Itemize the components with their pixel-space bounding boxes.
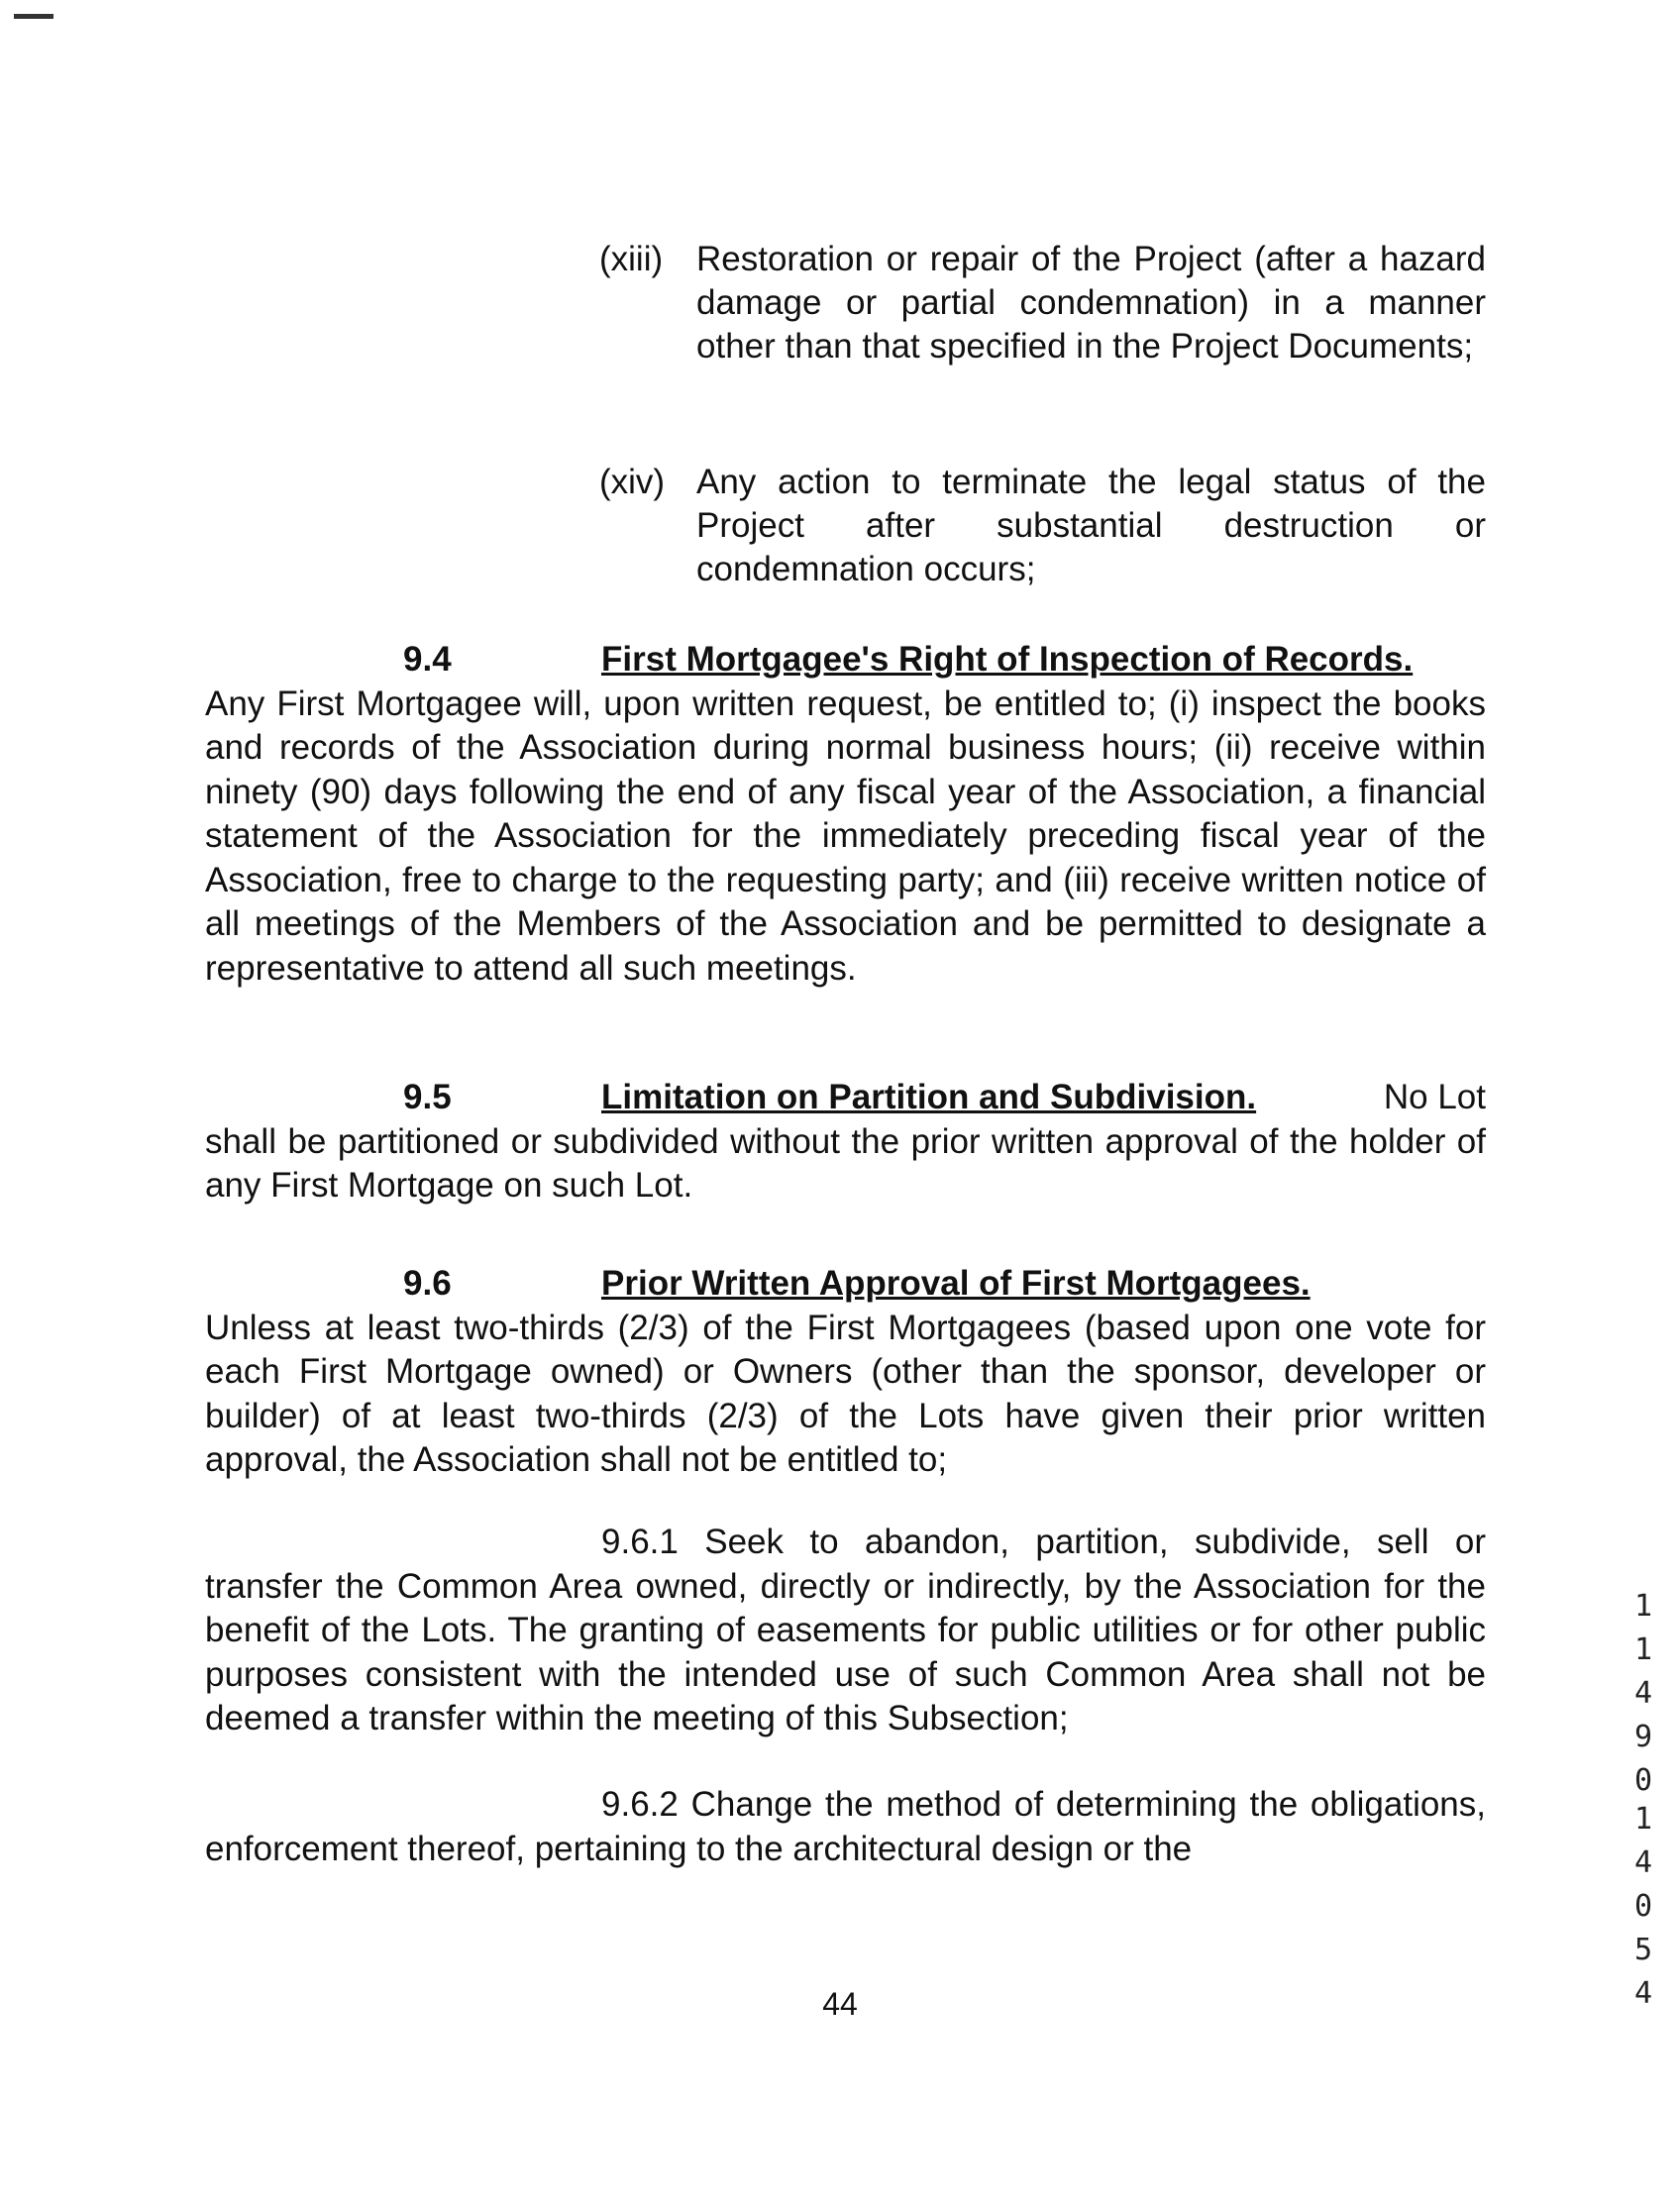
bates-stamp-part2 [1628, 1798, 1658, 2016]
section-body: shall be partitioned or subdivided without the prior written approval of the holder of any First Mortgage on such Lot. [205, 1121, 1486, 1205]
section-heading [205, 1262, 1486, 1307]
section-heading [205, 638, 1486, 683]
section-heading [205, 1076, 1486, 1120]
section-body: Unless at least two-thirds (2/3) of the First Mortgagees (based upon one vote for each First Mortgage owned) or Owners (other than the sponsor, developer or builder) of at least two-thirds (2/3) of the Lots have given their prior written approval, the Association shall not be entitled to; [205, 1308, 1486, 1479]
section-number: 9.4 [403, 640, 452, 679]
section-9-5 [205, 1076, 1486, 1209]
bates-stamp-part1 [1628, 1585, 1658, 1803]
section-title-continuation: No Lot [1383, 1078, 1486, 1116]
page-number: 44 [822, 1986, 858, 2022]
section-body: Any First Mortgagee will, upon written request, be entitled to; (i) inspect the books and records of the Association during normal business hours; (ii) receive within ninety (90) days following the end of any fiscal year of the Association, a financial statement of the Association for the immediately preceding fiscal year of the Association, free to charge to the requesting party; and (iii) receive written notice of all meetings of the Members of the Association and be permitted to designate a representative to attend all such meetings. [205, 684, 1486, 988]
section-number: 9.5 [403, 1078, 452, 1116]
list-item-xiii [599, 238, 1486, 368]
list-item-xiv [599, 461, 1486, 591]
section-9-4 [205, 638, 1486, 991]
subsection-9-6-1: 9.6.1 Seek to abandon, partition, subdivide, sell or transfer the Common Area owned, directly or indirectly, by the Association for the benefit of the Lots. The granting of easements for public utilities or for other public purposes consistent with the intended use of such Common Area shall not be deemed a transfer within the meeting of this Subsection; [205, 1523, 1486, 1737]
list-item-text: Any action to terminate the legal status of the Project after substantial destruction or condemnation occurs; [696, 463, 1486, 588]
section-title: First Mortgagee's Right of Inspection of Records. [601, 640, 1414, 679]
list-item-text: Restoration or repair of the Project (after a hazard damage or partial condemnation) in a manner other than that specified in the Project Documents; [696, 240, 1486, 366]
list-item-number: (xiii) [599, 240, 664, 278]
subsection-9-6-2: 9.6.2 Change the method of determining the obligations, enforcement thereof, pertaining to the architectural design or the [205, 1785, 1486, 1868]
bates-digits: 14054 [1633, 1802, 1653, 2011]
section-number: 9.6 [403, 1264, 452, 1303]
section-title: Prior Written Approval of First Mortgagees. [601, 1264, 1311, 1303]
section-9-6 [205, 1262, 1486, 1483]
scan-artifact [14, 14, 53, 19]
list-item-number: (xiv) [599, 463, 666, 501]
bates-digits: 11490 [1633, 1589, 1653, 1798]
section-title: Limitation on Partition and Subdivision. [601, 1078, 1257, 1116]
